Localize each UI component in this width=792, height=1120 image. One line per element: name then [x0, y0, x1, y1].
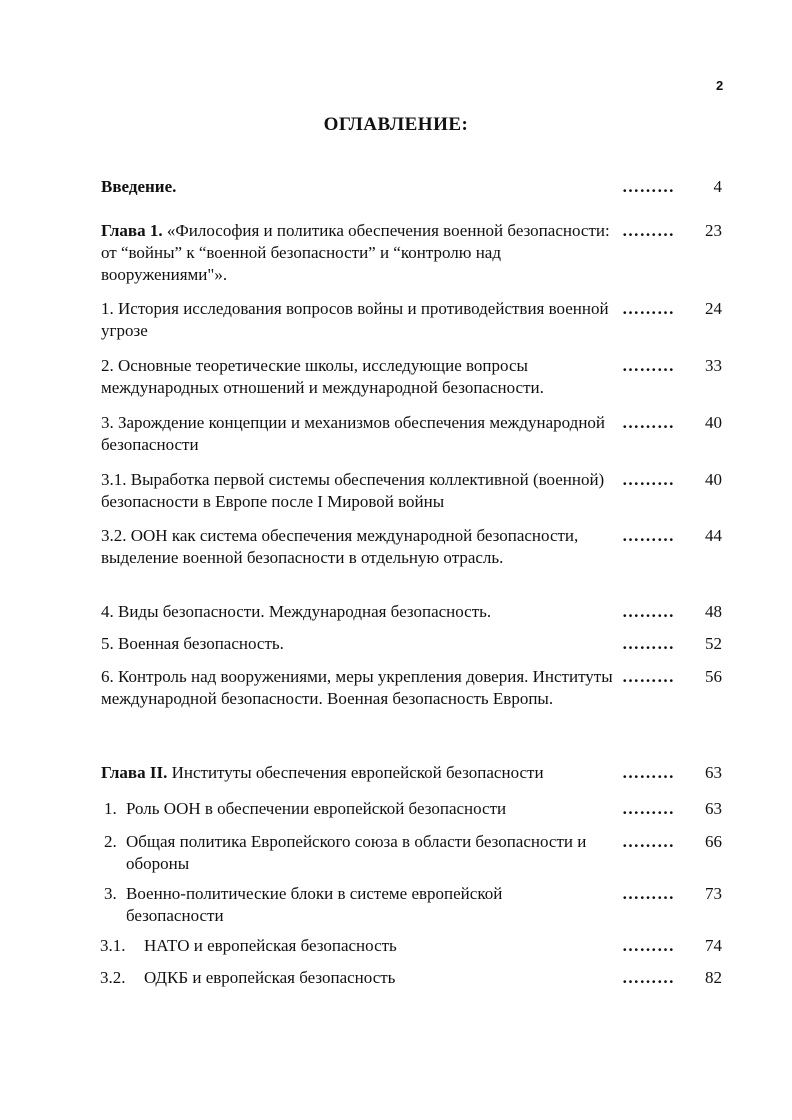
entry-number: 3. — [104, 884, 117, 903]
page-ref: 63 — [705, 799, 722, 818]
entry-text: 1. История исследования вопросов войны и противодействия военной угрозе — [101, 299, 609, 340]
page-number: 2 — [716, 78, 724, 93]
entry-number: 2. — [104, 832, 117, 851]
page-ref: 33 — [705, 356, 722, 375]
toc-title: ОГЛАВЛЕНИЕ: — [323, 114, 469, 135]
page-ref: 56 — [705, 667, 722, 686]
dot-leader: ……… — [622, 413, 675, 432]
dot-leader: ……… — [622, 634, 675, 653]
entry-number: 3.2. — [100, 968, 126, 987]
page-ref: 40 — [705, 470, 722, 489]
dot-leader: ……… — [622, 763, 675, 782]
dot-leader: ……… — [622, 470, 675, 489]
entry-text: Роль ООН в обеспечении европейской безопасности — [126, 799, 507, 818]
entry-text: 3.1. Выработка первой системы обеспечения коллективной (военной) безопасности в Европе после I Мировой войны — [101, 470, 605, 511]
dot-leader: ……… — [622, 832, 675, 851]
entry-prefix: Глава II. — [101, 763, 168, 782]
entry-text: ОДКБ и европейская безопасность — [144, 968, 396, 987]
page-ref: 66 — [705, 832, 722, 851]
dot-leader: ……… — [622, 884, 675, 903]
page-ref: 73 — [705, 884, 722, 903]
entry-text: Общая политика Европейского союза в области безопасности и обороны — [126, 832, 587, 873]
dot-leader: ……… — [622, 356, 675, 375]
page-ref: 4 — [713, 177, 722, 196]
page-ref: 44 — [705, 526, 722, 545]
entry-text: 4. Виды безопасности. Международная безопасность. — [101, 602, 492, 621]
page-ref: 74 — [705, 936, 722, 955]
entry-text: 6. Контроль над вооружениями, меры укрепления доверия. Институты международной безопасности. Военная безопасность Европы. — [101, 667, 613, 708]
dot-leader: ……… — [622, 526, 675, 545]
entry-text: 5. Военная безопасность. — [101, 634, 284, 653]
dot-leader: ……… — [622, 936, 675, 955]
entry-text: 3.2. ООН как система обеспечения международной безопасности, выделение военной безопасности в отдельную отрасль. — [101, 526, 579, 567]
entry-text: 2. Основные теоретические школы, исследующие вопросы международных отношений и международной безопасности. — [101, 356, 544, 397]
page-ref: 82 — [705, 968, 722, 987]
entry-text: «Философия и политика обеспечения военной безопасности: от “войны” к “военной безопасности” и “контролю над вооружениями"». — [101, 221, 610, 284]
dot-leader: ……… — [622, 799, 675, 818]
entry-text: 3. Зарождение концепции и механизмов обеспечения международной безопасности — [101, 413, 606, 454]
page-ref: 48 — [705, 602, 722, 621]
page-ref: 23 — [705, 221, 722, 240]
entry-text: НАТО и европейская безопасность — [144, 936, 397, 955]
dot-leader: ……… — [622, 602, 675, 621]
entry-prefix: Введение. — [101, 177, 177, 196]
entry-number: 3.1. — [100, 936, 126, 955]
dot-leader: ……… — [622, 299, 675, 318]
dot-leader: ……… — [622, 968, 675, 987]
page-ref: 40 — [705, 413, 722, 432]
page-ref: 52 — [705, 634, 722, 653]
entry-prefix: Глава 1. — [101, 221, 163, 240]
entry-text: Военно-политические блоки в системе европейской безопасности — [126, 884, 503, 925]
dot-leader: ……… — [622, 177, 675, 196]
entry-number: 1. — [104, 799, 117, 818]
dot-leader: ……… — [622, 667, 675, 686]
entry-text: Институты обеспечения европейской безопасности — [167, 763, 544, 782]
page-ref: 63 — [705, 763, 722, 782]
page-ref: 24 — [705, 299, 722, 318]
dot-leader: ……… — [622, 221, 675, 240]
